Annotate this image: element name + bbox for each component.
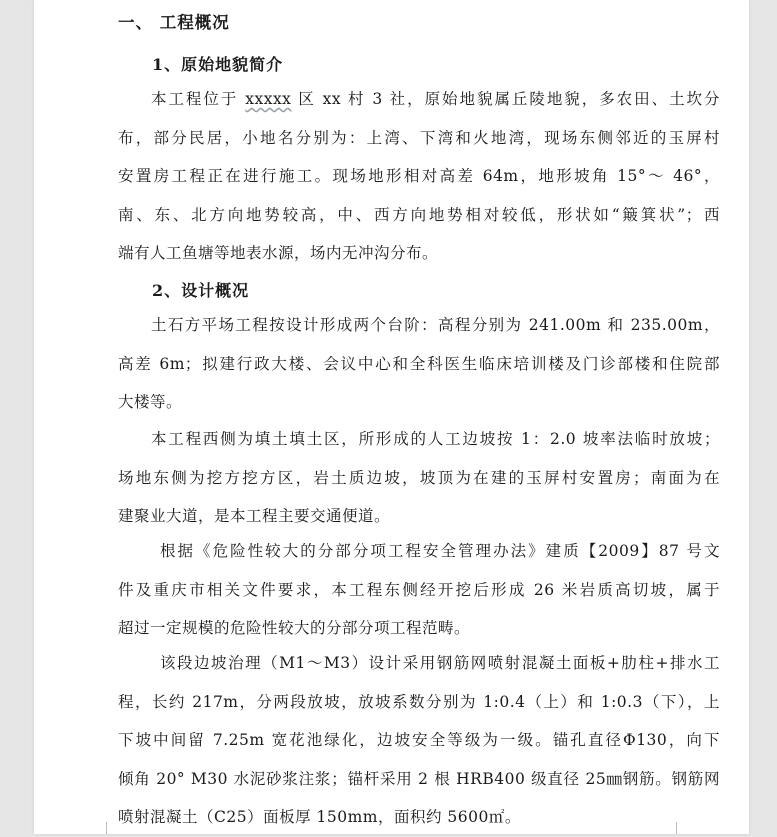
margin-corner-mark <box>94 822 107 834</box>
text-line: 南、东、北方向地势较高，中、西方向地势相对较低，形状如“簸箕状”；西 <box>118 205 720 224</box>
paragraph-slopes <box>118 420 720 536</box>
text-line: 建聚业大道，是本工程主要交通便道。 <box>118 507 391 525</box>
text-line: 端有人工鱼塘等地表水源，场内无冲沟分布。 <box>118 244 439 262</box>
paragraph-regulations <box>118 532 720 648</box>
text-line: 安置房工程正在进行施工。现场地形相对高差 64m，地形坡角 15°～ 46°， <box>118 167 720 185</box>
text-line: 倾角 20° M30 水泥砂浆注浆；锚杆采用 2 根 HRB400 级直径 25㎜钢筋。钢筋网 <box>118 769 720 788</box>
text-line: 该段边坡治理（M1～M3）设计采用钢筋网喷射混凝土面板+肋柱+排水工 <box>160 654 720 672</box>
paragraph-design-overview <box>118 306 720 422</box>
document-page <box>34 0 749 834</box>
text-line: 喷射混凝土（C25）面板厚 150mm，面积约 5600㎡。 <box>118 808 521 826</box>
text-line: 本工程西侧为填土填土区，所形成的人工边坡按 1：2.0 坡率法临时放坡； <box>151 430 720 448</box>
spellcheck-underlined-word: xxxxx <box>245 90 292 108</box>
section-heading: 一、 工程概况 <box>118 13 230 32</box>
subheading-original-terrain: 1、原始地貌简介 <box>152 55 284 74</box>
text-line: 下坡中间留 7.25m 宽花池绿化，边坡安全等级为一级。锚孔直径Φ130，向下 <box>118 731 720 749</box>
text-line: 大楼等。 <box>118 393 183 411</box>
paragraph-original-terrain <box>118 80 720 273</box>
text-line: 程，长约 217m，分两段放坡，放坡系数分别为 1:0.4（上）和 1:0.3（下），上 <box>118 692 720 711</box>
text-line: 超过一定规模的危险性较大的分部分项工程范畴。 <box>118 619 471 637</box>
paragraph-slope-treatment <box>118 644 720 837</box>
text-line: 布，部分民居，小地名分别为：上湾、下湾和火地湾，现场东侧邻近的玉屏村 <box>118 128 720 147</box>
text-line: 根据《危险性较大的分部分项工程安全管理办法》建质【2009】87 号文 <box>160 542 720 560</box>
text-line: 土石方平场工程按设计形成两个台阶：高程分别为 241.00m 和 235.00m， <box>151 316 720 334</box>
subheading-design-overview: 2、设计概况 <box>152 281 250 300</box>
margin-corner-mark <box>676 822 689 834</box>
text-line: 件及重庆市相关文件要求，本工程东侧经开挖后形成 26 米岩质高切坡，属于 <box>118 580 720 599</box>
text-line: 高差 6m；拟建行政大楼、会议中心和全科医生临床培训楼及门诊部楼和住院部 <box>118 354 720 373</box>
text-line: 本工程位于 xxxxx 区 xx 村 3 社，原始地貌属丘陵地貌，多农田、土坎分 <box>151 90 720 108</box>
text-line: 场地东侧为挖方挖方区，岩土质边坡，坡顶为在建的玉屏村安置房；南面为在 <box>118 468 720 487</box>
